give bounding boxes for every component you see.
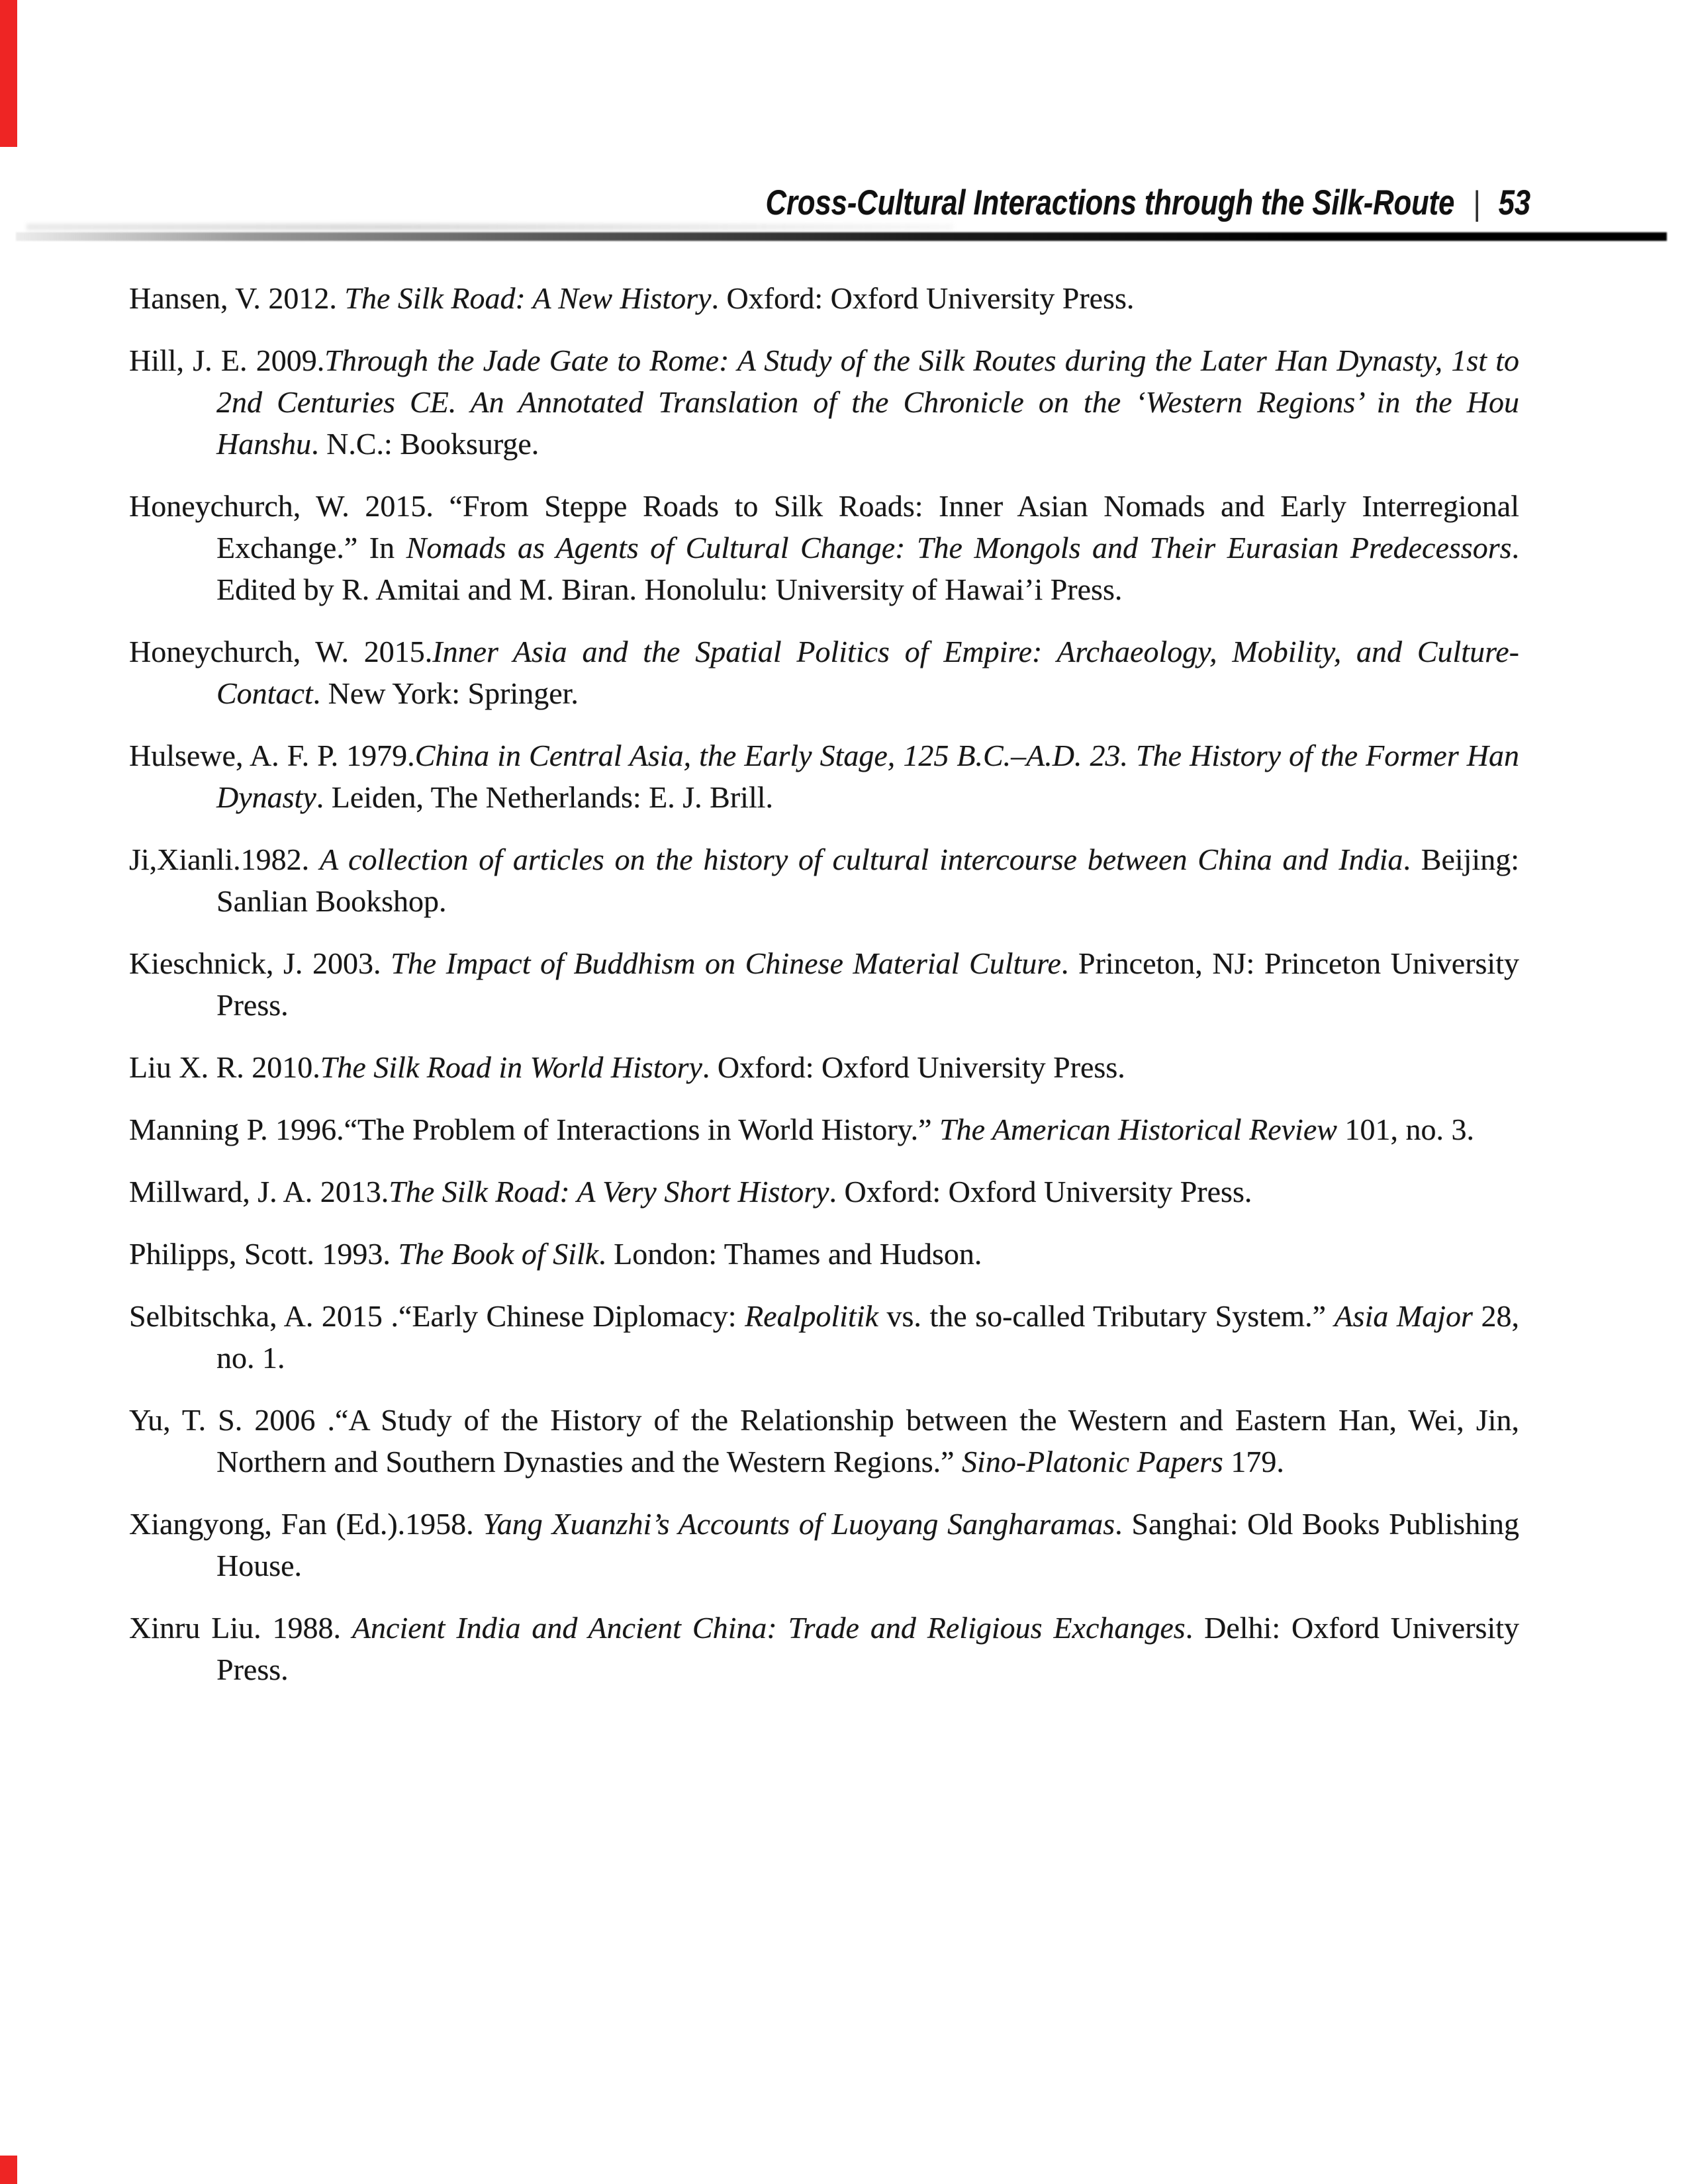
reference-text: Kieschnick, J. 2003. [129, 946, 391, 980]
reference-title-italic: The Impact of Buddhism on Chinese Material Culture [391, 946, 1061, 980]
reference-text: vs. the so-called Tributary System.” [878, 1299, 1335, 1333]
reference-entry [129, 1171, 1519, 1212]
reference-entry [129, 1109, 1519, 1150]
page-number: 53 [1498, 183, 1530, 222]
reference-text: . Princeton, NJ: Princeton University Press. [216, 946, 1519, 1022]
reference-text: Hulsewe, A. F. P. 1979. [129, 739, 415, 772]
red-scan-mark-bottom [0, 2156, 17, 2184]
header-separator: | [1473, 185, 1480, 222]
reference-text: . Sanghai: Old Books Publishing House. [216, 1507, 1519, 1582]
header-rule [16, 232, 1667, 241]
reference-title-italic: Asia Major [1334, 1299, 1473, 1333]
reference-text: Liu X. R. 2010. [129, 1050, 320, 1084]
reference-title-italic: Ancient India and Ancient China: Trade and Religious Exchanges [352, 1611, 1186, 1645]
reference-title-italic: Nomads as Agents of Cultural Change: The Mongols and Their Eurasian Predecessors [406, 531, 1512, 565]
reference-title-italic: Sino-Platonic Papers [962, 1445, 1223, 1479]
running-head-title: Cross-Cultural Interactions through the Silk-Route [765, 183, 1455, 222]
reference-entry [129, 631, 1519, 714]
reference-text: . Oxford: Oxford University Press. [829, 1175, 1252, 1208]
reference-entry [129, 1233, 1519, 1275]
references-list [129, 277, 1519, 1711]
reference-title-italic: Realpolitik [745, 1299, 878, 1333]
reference-entry [129, 735, 1519, 818]
reference-title-italic: Inner Asia and the Spatial Politics of Empire: Archaeology, Mobility, and Culture-Contact [216, 635, 1520, 710]
reference-text: . Edited by R. Amitai and M. Biran. Honolulu: University of Hawai’i Press. [216, 531, 1519, 606]
reference-text: Selbitschka, A. 2015 .“Early Chinese Diplomacy: [129, 1299, 745, 1333]
reference-entry [129, 1503, 1519, 1586]
reference-title-italic: Yang Xuanzhi’s Accounts of Luoyang Sangharamas [483, 1507, 1115, 1541]
reference-text: Honeychurch, W. 2015. “From Steppe Roads to Silk Roads: Inner Asian Nomads and Early Interregional Exchange.” In [129, 489, 1519, 565]
reference-text: Ji,Xianli.1982. [129, 842, 320, 876]
reference-text: Xinru Liu. 1988. [129, 1611, 352, 1645]
reference-text: Yu, T. S. 2006 .“A Study of the History of the Relationship between the Western and Eastern Han, Wei, Jin, Northern and Southern Dynasties and the Western Regions.” [129, 1403, 1519, 1479]
reference-entry [129, 1399, 1519, 1482]
reference-entry [129, 277, 1519, 319]
reference-text: . N.C.: Booksurge. [311, 427, 539, 461]
reference-text: . Leiden, The Netherlands: E. J. Brill. [316, 780, 774, 814]
reference-text: Honeychurch, W. 2015. [129, 635, 433, 668]
reference-text: . Oxford: Oxford University Press. [702, 1050, 1125, 1084]
reference-title-italic: The Book of Silk [398, 1237, 599, 1271]
reference-entry [129, 1607, 1519, 1690]
reference-title-italic: The Silk Road: A Very Short History [389, 1175, 829, 1208]
reference-text: . New York: Springer. [312, 676, 579, 710]
reference-text: . London: Thames and Hudson. [598, 1237, 982, 1271]
reference-text: 101, no. 3. [1336, 1113, 1474, 1146]
reference-text: Manning P. 1996.“The Problem of Interactions in World History.” [129, 1113, 940, 1146]
page-header [766, 183, 1530, 223]
reference-text: Hill, J. E. 2009. [129, 343, 325, 377]
reference-title-italic: The American Historical Review [939, 1113, 1337, 1146]
red-scan-mark-top [0, 0, 17, 147]
reference-text: . Delhi: Oxford University Press. [216, 1611, 1520, 1686]
reference-text: Philipps, Scott. 1993. [129, 1237, 399, 1271]
reference-title-italic: The Silk Road: A New History [344, 281, 712, 315]
reference-title-italic: A collection of articles on the history of cultural intercourse between China and India [319, 842, 1403, 876]
reference-entry [129, 839, 1519, 922]
reference-text: 179. [1223, 1445, 1284, 1479]
reference-title-italic: China in Central Asia, the Early Stage, 125 B.C.–A.D. 23. The History of the Former Han Dynasty [216, 739, 1519, 814]
reference-entry [129, 485, 1519, 610]
reference-text: 28, no. 1. [216, 1299, 1520, 1375]
reference-text: . Oxford: Oxford University Press. [711, 281, 1135, 315]
reference-text: Millward, J. A. 2013. [129, 1175, 389, 1208]
reference-text: Xiangyong, Fan (Ed.).1958. [129, 1507, 483, 1541]
reference-title-italic: The Silk Road in World History [320, 1050, 702, 1084]
reference-entry [129, 340, 1519, 465]
reference-entry [129, 1046, 1519, 1088]
scan-smudge [26, 224, 953, 230]
reference-entry [129, 1295, 1519, 1379]
reference-text: . Beijing: Sanlian Bookshop. [216, 842, 1519, 918]
reference-entry [129, 942, 1519, 1026]
reference-title-italic: Through the Jade Gate to Rome: A Study of the Silk Routes during the Later Han Dynasty, 1st to 2nd Centuries CE. An Annotated Translation of the Chronicle on the ‘Western Regions’ in the Hou Hanshu [216, 343, 1519, 461]
reference-text: Hansen, V. 2012. [129, 281, 345, 315]
